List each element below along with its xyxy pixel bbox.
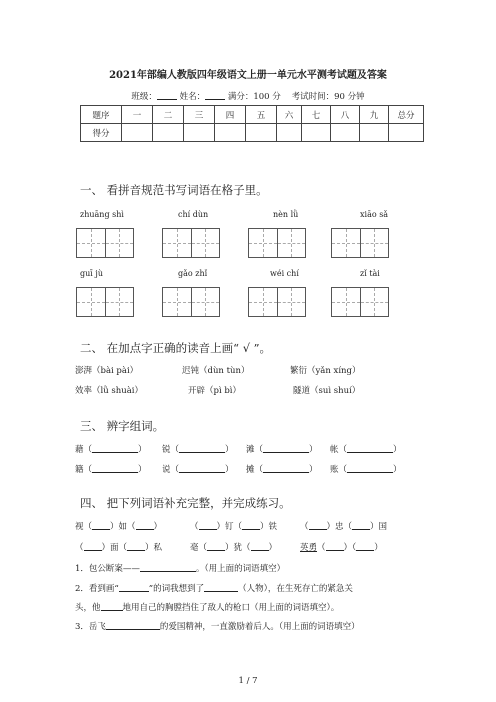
idiom-text: （ <box>300 522 309 532</box>
answer-blank[interactable] <box>199 520 217 530</box>
header-cell: 八 <box>331 106 360 124</box>
question-text: 3．岳飞 <box>75 622 106 632</box>
idiom-text: ）忠（ <box>326 522 353 532</box>
answer-blank[interactable] <box>204 582 238 592</box>
char-label: 说（ <box>162 465 180 475</box>
idiom-item <box>75 541 162 553</box>
close-paren: ） <box>309 465 318 475</box>
idiom-item <box>300 541 383 553</box>
class-blank[interactable] <box>157 90 177 100</box>
question-text: 1．包公断案—— <box>75 564 140 574</box>
word-item <box>75 443 147 455</box>
question-text: 2．看到画“ <box>75 584 119 594</box>
score-cell[interactable] <box>331 124 360 142</box>
idiom-text: ） <box>374 543 383 553</box>
word-item <box>75 463 147 475</box>
idiom-text: ） <box>268 543 278 553</box>
question-text: 地用自己的胸膛挡住了敌人的枪口（用上面的词语填空）。 <box>122 603 340 613</box>
writing-grid[interactable] <box>248 228 306 258</box>
question-1 <box>75 562 285 574</box>
pinyin: chí dùn <box>178 210 209 219</box>
page-number: 1 / 7 <box>238 676 258 686</box>
word-item <box>246 463 318 475</box>
score-table-header-row <box>81 106 424 124</box>
time-label: 考试时间：90 分钟 <box>291 92 365 102</box>
pronunciation-item[interactable]: 迟钝（dùn tùn） <box>182 366 250 376</box>
pronunciation-item[interactable]: 繁衍（yǎn xíng） <box>290 366 361 376</box>
writing-grid[interactable] <box>331 228 389 258</box>
score-cell[interactable] <box>246 124 277 142</box>
answer-blank[interactable] <box>347 443 393 453</box>
header-cell: 六 <box>277 106 302 124</box>
class-label: 班级： <box>131 92 157 102</box>
answer-blank[interactable] <box>242 520 260 530</box>
pronunciation-item[interactable]: 澎湃（bài pài） <box>75 366 139 376</box>
writing-grid[interactable] <box>331 287 389 317</box>
writing-grid[interactable] <box>248 287 306 317</box>
char-label: 锐（ <box>162 445 180 455</box>
word-item <box>330 443 402 455</box>
idiom-text: 视（ <box>75 522 93 532</box>
close-paren: ） <box>309 445 318 455</box>
char-label: 籍（ <box>75 465 93 475</box>
answer-blank[interactable] <box>207 541 225 551</box>
close-paren: ） <box>393 465 402 475</box>
answer-blank[interactable] <box>92 520 110 530</box>
word-item <box>162 463 234 475</box>
idiom-item <box>190 541 277 553</box>
answer-blank[interactable] <box>263 443 309 453</box>
score-cell[interactable] <box>122 124 153 142</box>
idiom-text: ） <box>153 522 163 532</box>
section4-heading: 四、 把下列词语补充完整，并完成练习。 <box>80 496 291 510</box>
score-row-label: 得分 <box>81 124 122 142</box>
header-cell: 九 <box>360 106 389 124</box>
answer-blank[interactable] <box>251 541 269 551</box>
answer-blank[interactable] <box>179 443 225 453</box>
score-cell[interactable] <box>153 124 184 142</box>
score-cell[interactable] <box>302 124 331 142</box>
pinyin: guī jù <box>80 269 104 278</box>
answer-blank[interactable] <box>347 463 393 473</box>
question-3 <box>75 620 360 632</box>
idiom-text: ）铁 <box>260 522 278 532</box>
answer-blank[interactable] <box>326 541 344 551</box>
idiom-text: （ <box>75 543 84 553</box>
header-cell: 题序 <box>81 106 122 124</box>
question-text: 的爱国精神，一直激励着后人。（用上面的词语填空） <box>159 622 360 632</box>
pinyin: zhuāng shì <box>80 210 124 219</box>
question-text: 头，他 <box>75 603 101 613</box>
char-label: 滩（ <box>246 445 264 455</box>
question-text: （人物），在生死存亡的紧急关 <box>238 584 353 594</box>
writing-grid[interactable] <box>76 228 134 258</box>
idiom-text: ）面（ <box>101 543 128 553</box>
char-label: 摊（ <box>246 465 264 475</box>
close-paren: ） <box>225 465 234 475</box>
answer-blank[interactable] <box>263 463 309 473</box>
answer-blank[interactable] <box>140 562 196 572</box>
answer-blank[interactable] <box>136 520 154 530</box>
close-paren: ） <box>138 445 147 455</box>
idiom-text: ）国 <box>370 522 388 532</box>
pinyin: zǐ tài <box>360 269 380 278</box>
question-text: ”的词我想到了 <box>148 584 205 594</box>
section3-heading: 三、 辨字组词。 <box>80 419 165 433</box>
idiom-text: ）钉（ <box>216 522 243 532</box>
idiom-text: （ <box>190 522 199 532</box>
answer-blank[interactable] <box>352 520 370 530</box>
close-paren: ） <box>225 445 234 455</box>
char-label: 帐（ <box>330 445 348 455</box>
close-paren: ） <box>393 445 402 455</box>
char-label: 账（ <box>330 465 348 475</box>
writing-grid[interactable] <box>76 287 134 317</box>
header-cell: 三 <box>184 106 215 124</box>
score-label: 满分：100 分 <box>227 92 281 102</box>
header-cell: 一 <box>122 106 153 124</box>
question-2-cont <box>75 601 339 613</box>
score-table <box>80 105 424 142</box>
idiom-text: ）犹（ <box>225 543 251 553</box>
info-line <box>0 90 496 102</box>
answer-blank[interactable] <box>356 541 374 551</box>
header-cell: 五 <box>246 106 277 124</box>
name-label: 姓名： <box>179 92 206 102</box>
section2-heading: 二、 在加点字正确的读音上画“ √ ”。 <box>80 341 272 355</box>
score-cell[interactable] <box>184 124 215 142</box>
answer-blank[interactable] <box>127 541 145 551</box>
name-blank[interactable] <box>205 90 225 100</box>
section1-heading: 一、 看拼音规范书写词语在格子里。 <box>80 183 268 197</box>
answer-blank[interactable] <box>92 463 138 473</box>
idiom-text: 毫（ <box>190 543 208 553</box>
answer-blank[interactable] <box>84 541 102 551</box>
answer-blank[interactable] <box>119 582 149 592</box>
pinyin: gǎo zhǐ <box>178 269 208 278</box>
word-item <box>330 463 402 475</box>
writing-grid[interactable] <box>162 228 220 258</box>
char-label: 藉（ <box>75 445 93 455</box>
idiom-text: ）如（ <box>110 522 136 532</box>
idiom-item <box>190 520 277 532</box>
answer-blank[interactable] <box>106 620 160 630</box>
idiom-text: ）（ <box>343 543 357 553</box>
header-cell: 总分 <box>389 106 424 124</box>
pronunciation-item[interactable]: 开辟（pì bì） <box>188 386 242 396</box>
score-cell[interactable] <box>360 124 389 142</box>
underlined-word: 英勇 <box>300 543 318 553</box>
score-cell[interactable] <box>215 124 246 142</box>
pronunciation-item[interactable]: 效率（lǜ shuài） <box>75 386 143 396</box>
score-cell[interactable] <box>389 124 424 142</box>
idiom-text: ）私 <box>145 543 163 553</box>
header-cell: 四 <box>215 106 246 124</box>
word-item <box>246 443 318 455</box>
answer-blank[interactable] <box>179 463 225 473</box>
idiom-item <box>300 520 387 532</box>
header-cell: 七 <box>302 106 331 124</box>
answer-blank[interactable] <box>101 601 123 611</box>
word-item <box>162 443 234 455</box>
idiom-item <box>75 520 162 532</box>
pronunciation-item[interactable]: 隧道（suì shuí） <box>293 386 361 396</box>
question-2 <box>75 582 353 594</box>
close-paren: ） <box>138 465 147 475</box>
header-cell: 二 <box>153 106 184 124</box>
idiom-text: （ <box>317 543 326 553</box>
score-cell[interactable] <box>277 124 302 142</box>
pinyin: xiāo sǎ <box>360 210 389 219</box>
question-text: 。（用上面的词语填空） <box>195 564 286 574</box>
answer-blank[interactable] <box>92 443 138 453</box>
document-title: 2021年部编人教版四年级语文上册一单元水平测考试题及答案 <box>109 70 387 81</box>
score-table-score-row <box>81 124 424 142</box>
pinyin: nèn lǜ <box>273 210 299 219</box>
pinyin: wéi chí <box>270 269 299 278</box>
writing-grid[interactable] <box>162 287 220 317</box>
answer-blank[interactable] <box>309 520 327 530</box>
